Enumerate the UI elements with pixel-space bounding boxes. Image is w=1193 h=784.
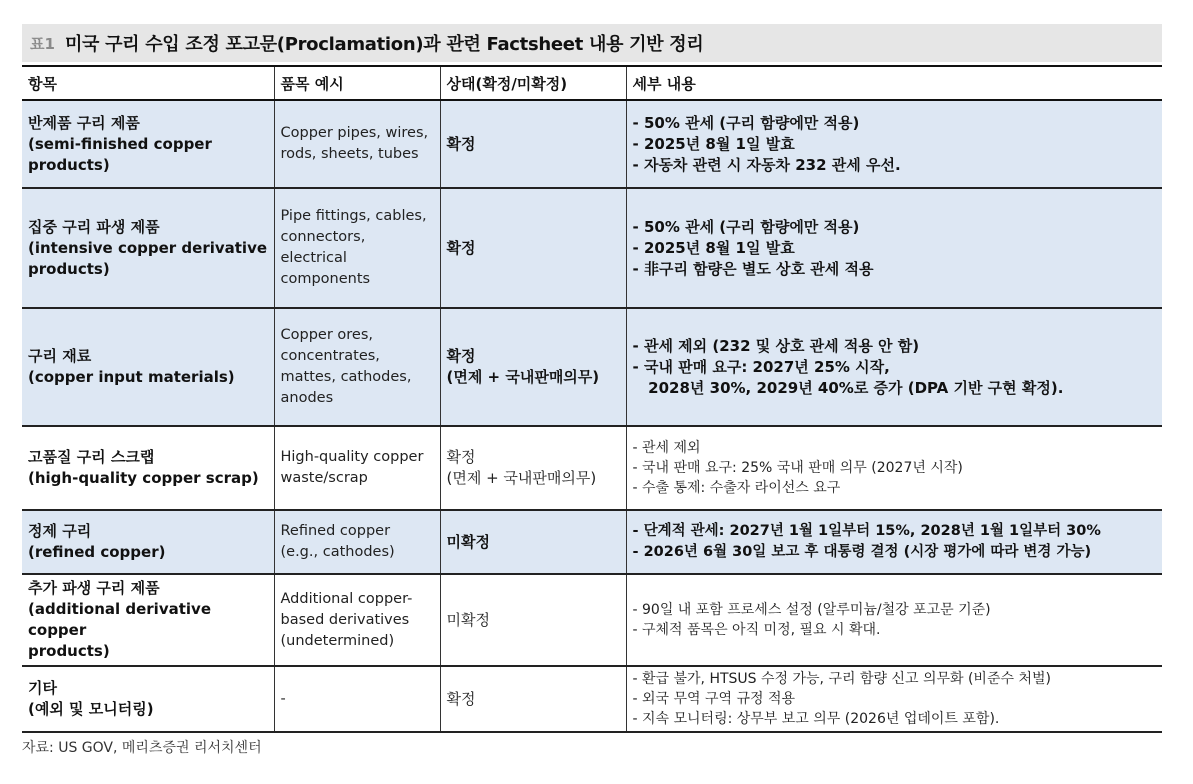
- item-line: (high-quality copper scrap): [28, 469, 259, 487]
- item-line: 반제품 구리 제품: [28, 113, 140, 132]
- detail-line: - 50% 관세 (구리 함량에만 적용): [632, 217, 860, 236]
- item-line: (semi-finished copper: [28, 134, 212, 153]
- item-line: 추가 파생 구리 제품: [28, 579, 160, 597]
- row-item-cell: [22, 308, 274, 426]
- status-line: 미확정: [446, 610, 490, 629]
- item-line: 구리 재료: [28, 347, 92, 365]
- example-line: Refined copper: [280, 523, 391, 539]
- detail-line: - 지속 모니터링: 상무부 보고 의무 (2026년 업데이트 포함).: [632, 711, 1000, 727]
- example-line: (e.g., cathodes): [280, 544, 395, 560]
- detail-line: - 자동차 관련 시 자동차 232 관세 우선.: [632, 155, 901, 174]
- table-row: [22, 666, 1162, 732]
- detail-line: - 수출 통제: 수출자 라이선스 요구: [632, 480, 841, 496]
- table-row: [22, 426, 1162, 510]
- item-line: products): [28, 155, 110, 174]
- table-row: [22, 574, 1162, 666]
- detail-line: - 관세 제외: [632, 440, 701, 456]
- column-header-detail: 세부 내용: [626, 66, 1162, 100]
- item-line: products): [28, 642, 110, 660]
- row-detail-cell: [626, 574, 1162, 666]
- status-line: (면제 + 국내판매의무): [446, 368, 600, 386]
- row-item-cell: [22, 188, 274, 308]
- example-line: rods, sheets, tubes: [280, 146, 419, 162]
- row-example-cell: [274, 426, 440, 510]
- detail-line: - 국내 판매 요구: 25% 국내 판매 의무 (2027년 시작): [632, 460, 963, 476]
- table-row: [22, 188, 1162, 308]
- item-line: (additional derivative copper: [28, 600, 211, 639]
- detail-line: - 90일 내 포함 프로세스 설정 (알루미늄/철강 포고문 기준): [632, 602, 991, 618]
- row-item-cell: [22, 426, 274, 510]
- example-line: Additional copper-: [280, 590, 413, 607]
- row-status-cell: [440, 666, 626, 732]
- example-line: based derivatives: [280, 611, 410, 628]
- detail-line: - 환급 불가, HTSUS 수정 가능, 구리 함량 신고 의무화 (비준수 처벌): [632, 671, 1051, 687]
- table-row: [22, 308, 1162, 426]
- copper-proclamation-table: [22, 65, 1162, 733]
- source-note: 자료: US GOV, 메리츠증권 리서치센터: [22, 740, 262, 756]
- item-line: (refined copper): [28, 543, 166, 561]
- example-line: (undetermined): [280, 632, 395, 649]
- row-status-cell: [440, 574, 626, 666]
- detail-line: 2028년 30%, 2029년 40%로 증가 (DPA 기반 구현 확정).: [632, 378, 1064, 397]
- table-row: [22, 100, 1162, 188]
- detail-line: - 관세 제외 (232 및 상호 관세 적용 안 함): [632, 336, 920, 355]
- row-detail-cell: [626, 426, 1162, 510]
- example-line: -: [280, 690, 286, 707]
- row-status-cell: [440, 188, 626, 308]
- status-line: 확정: [446, 689, 476, 708]
- detail-line: - 구체적 품목은 아직 미정, 필요 시 확대.: [632, 622, 881, 638]
- example-line: Copper pipes, wires,: [280, 125, 429, 141]
- item-line: 집중 구리 파생 제품: [28, 217, 160, 236]
- status-line: 미확정: [446, 532, 490, 551]
- example-line: Pipe fittings, cables,: [280, 208, 427, 224]
- column-header-example: 품목 예시: [274, 66, 440, 100]
- example-line: connectors,: [280, 229, 366, 245]
- header-row: [22, 66, 1162, 100]
- detail-line: - 2026년 6월 30일 보고 후 대통령 결정 (시장 평가에 따라 변경 가능): [632, 544, 1092, 560]
- item-line: (intensive copper derivative: [28, 238, 268, 257]
- row-status-cell: [440, 100, 626, 188]
- row-example-cell: [274, 510, 440, 574]
- example-line: concentrates,: [280, 348, 380, 364]
- row-item-cell: [22, 666, 274, 732]
- document-panel: [22, 24, 1162, 733]
- row-item-cell: [22, 100, 274, 188]
- row-detail-cell: [626, 666, 1162, 732]
- item-line: products): [28, 259, 110, 278]
- table-title: 미국 구리 수입 조정 포고문(Proclamation)과 관련 Factsheet 내용 기반 정리: [64, 34, 704, 55]
- row-example-cell: [274, 666, 440, 732]
- example-line: components: [280, 271, 371, 287]
- item-line: 정제 구리: [28, 522, 92, 540]
- table-row: [22, 510, 1162, 574]
- row-status-cell: [440, 308, 626, 426]
- row-detail-cell: [626, 100, 1162, 188]
- item-line: 기타: [28, 679, 57, 697]
- item-line: (예외 및 모니터링): [28, 700, 154, 718]
- row-detail-cell: [626, 188, 1162, 308]
- status-line: (면제 + 국내판매의무): [446, 469, 597, 487]
- row-example-cell: [274, 100, 440, 188]
- item-line: (copper input materials): [28, 368, 235, 386]
- row-example-cell: [274, 188, 440, 308]
- status-line: 확정: [446, 134, 476, 153]
- example-line: Copper ores,: [280, 327, 373, 343]
- row-item-cell: [22, 510, 274, 574]
- example-line: mattes, cathodes,: [280, 369, 412, 385]
- example-line: waste/scrap: [280, 470, 368, 486]
- detail-line: - 2025년 8월 1일 발효: [632, 238, 795, 257]
- detail-line: - 단계적 관세: 2027년 1월 1일부터 15%, 2028년 1월 1일부터 30%: [632, 523, 1101, 539]
- table-tag: 표1: [30, 34, 55, 53]
- column-header-item: 항목: [22, 66, 274, 100]
- row-status-cell: [440, 426, 626, 510]
- row-item-cell: [22, 574, 274, 666]
- row-status-cell: [440, 510, 626, 574]
- example-line: High-quality copper: [280, 449, 424, 465]
- detail-line: - 50% 관세 (구리 함량에만 적용): [632, 113, 860, 132]
- table-title-bar: [22, 24, 1162, 62]
- example-line: anodes: [280, 390, 334, 406]
- item-line: 고품질 구리 스크랩: [28, 448, 155, 466]
- row-example-cell: [274, 574, 440, 666]
- detail-line: - 외국 무역 구역 규정 적용: [632, 691, 796, 707]
- column-header-status: 상태(확정/미확정): [440, 66, 626, 100]
- status-line: 확정: [446, 347, 476, 365]
- row-detail-cell: [626, 308, 1162, 426]
- detail-line: - 2025년 8월 1일 발효: [632, 134, 795, 153]
- detail-line: - 非구리 함량은 별도 상호 관세 적용: [632, 259, 874, 278]
- example-line: electrical: [280, 250, 347, 266]
- detail-line: - 국내 판매 요구: 2027년 25% 시작,: [632, 357, 890, 376]
- row-detail-cell: [626, 510, 1162, 574]
- row-example-cell: [274, 308, 440, 426]
- status-line: 확정: [446, 448, 476, 466]
- status-line: 확정: [446, 238, 476, 257]
